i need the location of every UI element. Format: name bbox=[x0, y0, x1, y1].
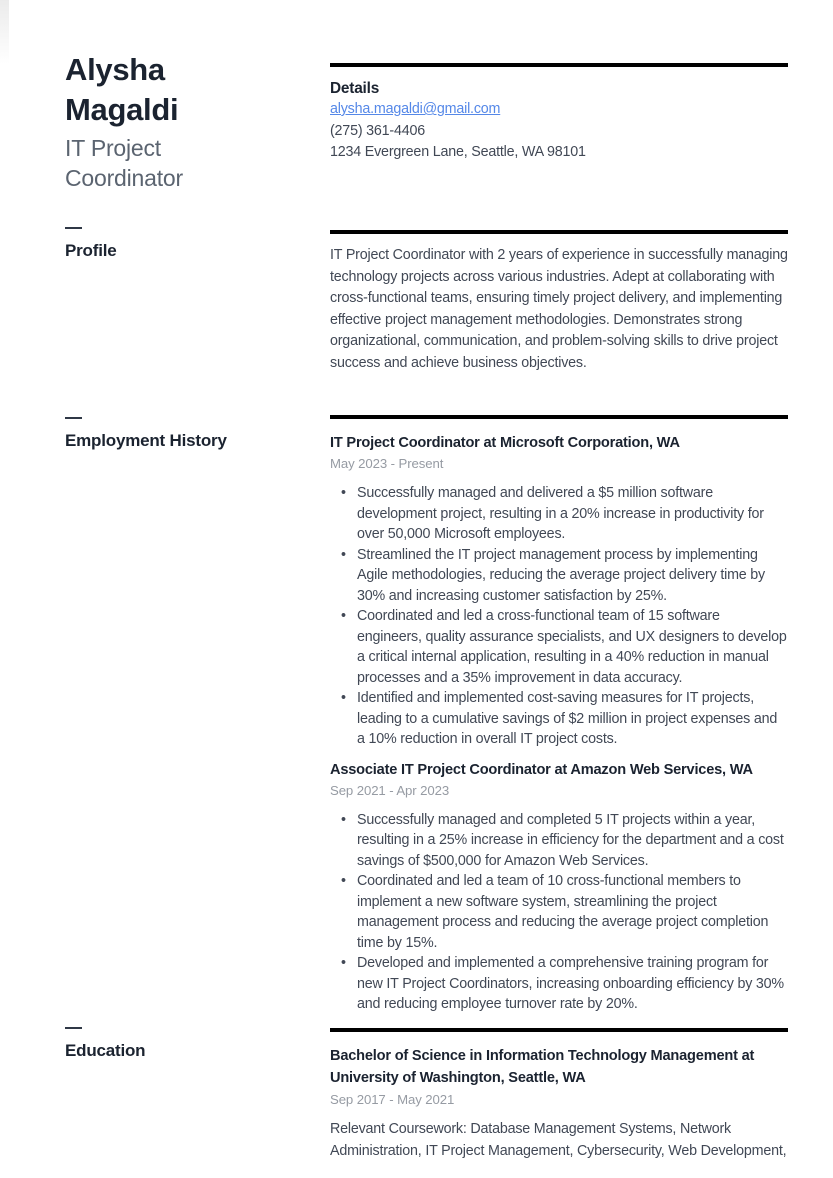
details-section bbox=[330, 63, 788, 164]
candidate-name: Alysha Magaldi bbox=[65, 52, 179, 127]
job-bullet-list bbox=[330, 483, 788, 750]
bullet-item: • Streamlined the IT project management process by implementing Agile methodologies, reducing the average project delivery time by 30% and increasing customer satisfaction by 25%. bbox=[330, 545, 788, 607]
section-bar bbox=[330, 415, 788, 419]
job-dates: May 2023 - Present bbox=[330, 456, 444, 471]
candidate-job-title: IT Project Coordinator bbox=[65, 135, 183, 191]
profile-section bbox=[330, 230, 788, 374]
job-dates: Sep 2021 - Apr 2023 bbox=[330, 782, 450, 798]
job-title: Associate IT Project Coordinator at Amazon Web Services, WA bbox=[330, 761, 753, 778]
phone-number: (275) 361-4406 bbox=[330, 122, 425, 139]
name-block bbox=[65, 50, 280, 193]
sidebar-employment-label: Employment History bbox=[65, 431, 227, 450]
section-dash bbox=[65, 1027, 82, 1029]
job-title: IT Project Coordinator at Microsoft Corporation, WA bbox=[330, 435, 680, 451]
sidebar-education-label: Education bbox=[65, 1041, 146, 1060]
job-entry-amazon bbox=[330, 760, 788, 1015]
bullet-item: • Coordinated and led a team of 10 cross-functional members to implement a new software system, streamlining the project management process and reducing the average project completion time by 15%. bbox=[330, 871, 788, 953]
education-section bbox=[330, 1028, 788, 1162]
profile-summary: IT Project Coordinator with 2 years of experience in successfully managing technology projects across various industries. Adept at collaborating with cross-functional teams, ensuring timely project delivery, and implementing effective project management methodologies. Demonstrates strong organizational, communication, and problem-solving skills to drive project success and achieve business objectives. bbox=[330, 247, 788, 371]
details-heading: Details bbox=[330, 80, 380, 97]
section-bar bbox=[330, 1028, 788, 1032]
bullet-item: • Coordinated and led a cross-functional team of 15 software engineers, quality assurance specialists, and UX designers to develop a critical internal application, resulting in a 40% reduction in manual processes and a 35% improvement in data accuracy. bbox=[330, 606, 788, 688]
sidebar-item-education bbox=[65, 1027, 310, 1061]
education-degree-title: Bachelor of Science in Information Technology Management at University of Washington, Seattle, WA bbox=[330, 1048, 755, 1086]
section-dash bbox=[65, 417, 82, 419]
sidebar-profile-label: Profile bbox=[65, 241, 117, 260]
sidebar-item-profile bbox=[65, 227, 310, 261]
bullet-item: • Successfully managed and delivered a $5 million software development project, resulting in a 20% increase in productivity for over 50,000 Microsoft employees. bbox=[330, 483, 788, 545]
bullet-item: • Developed and implemented a comprehensive training program for new IT Project Coordinators, increasing onboarding efficiency by 30% and reducing employee turnover rate by 20%. bbox=[330, 953, 788, 1015]
education-dates: Sep 2017 - May 2021 bbox=[330, 1092, 455, 1107]
section-dash bbox=[65, 227, 82, 229]
job-bullet-list bbox=[330, 810, 788, 1015]
section-bar bbox=[330, 63, 788, 67]
bullet-item: • Identified and implemented cost-saving measures for IT projects, leading to a cumulative savings of $2 million in project expenses and a 10% reduction in overall IT project costs. bbox=[330, 688, 788, 750]
education-coursework: Relevant Coursework: Database Management Systems, Network Administration, IT Project Management, Cybersecurity, Web Development, bbox=[330, 1121, 787, 1159]
job-entry-microsoft bbox=[330, 433, 788, 750]
sidebar-item-employment-history bbox=[65, 417, 310, 451]
email-link[interactable]: alysha.magaldi@gmail.com bbox=[330, 101, 501, 117]
bullet-item: • Successfully managed and completed 5 IT projects within a year, resulting in a 25% increase in efficiency for the department and a cost savings of $500,000 for Amazon Web Services. bbox=[330, 810, 788, 872]
section-bar bbox=[330, 230, 788, 234]
address: 1234 Evergreen Lane, Seattle, WA 98101 bbox=[330, 144, 586, 160]
employment-history-section bbox=[330, 415, 788, 1015]
page-edge-shade bbox=[0, 0, 9, 64]
